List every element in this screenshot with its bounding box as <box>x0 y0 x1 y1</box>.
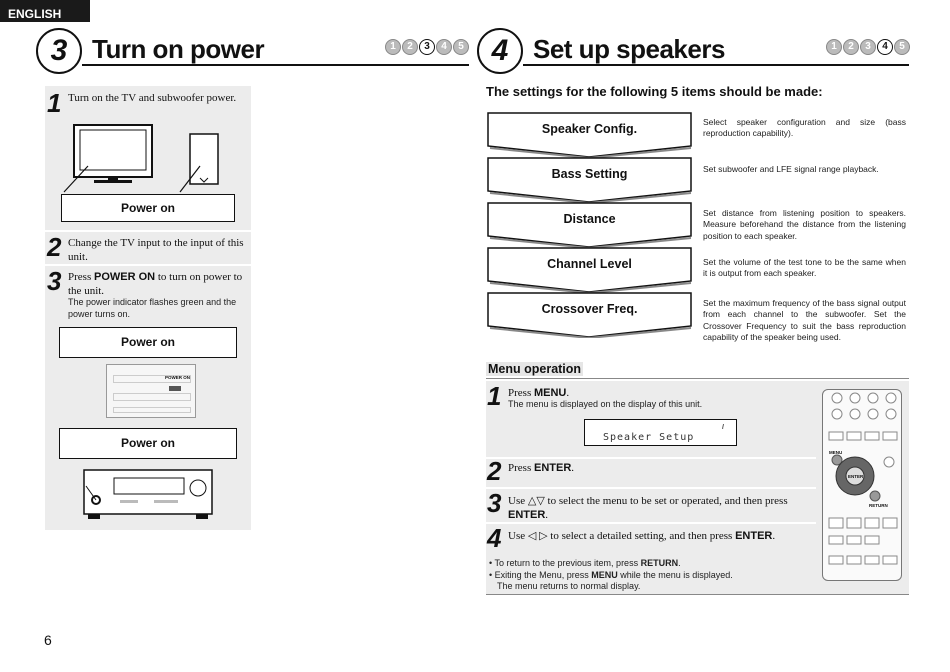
key-enter: ENTER <box>735 530 773 542</box>
section-title-set-up-speakers: Set up speakers <box>533 34 725 64</box>
note-return: • To return to the previous item, press RETURN. <box>489 558 681 568</box>
step-dot: 5 <box>453 39 469 55</box>
tv-subwoofer-illustration <box>60 122 240 194</box>
remote-return-label: RETURN <box>869 503 888 508</box>
setting-label: Channel Level <box>547 257 632 271</box>
step-dot-current: 4 <box>877 39 893 55</box>
remote-enter-label: ENTER <box>848 474 864 479</box>
power-on-label-3: Power on <box>59 428 237 459</box>
menu-step-4-text: Use ◁ ▷ to select a detailed setting, and then press ENTER. <box>508 530 776 542</box>
menu-step-3-text: Use △▽ to select the menu to be set or operated, and then press ENTER. <box>508 495 788 521</box>
step-dot: 2 <box>402 39 418 55</box>
step-dot: 3 <box>860 39 876 55</box>
step-number: 4 <box>487 523 502 553</box>
step-dot: 1 <box>385 39 401 55</box>
note-normal-display: The menu returns to normal display. <box>497 581 641 591</box>
step-3-subtext: The power indicator flashes green and the power turns on. <box>68 297 237 319</box>
remote-control-illustration <box>822 389 902 581</box>
display-text: Speaker Setup <box>603 432 695 443</box>
step-progress-left <box>385 39 469 55</box>
setting-desc-distance: Set distance from listening position to speakers. Measure beforehand the distance from the listening position to each speaker. <box>703 208 906 241</box>
setting-label: Distance <box>563 212 616 226</box>
step-number: 3 <box>487 488 502 518</box>
remote-menu-label: MENU <box>829 450 843 455</box>
front-panel-closeup <box>106 364 196 418</box>
display-cursor-icon: ι <box>722 421 724 431</box>
step-dot: 1 <box>826 39 842 55</box>
setting-desc-speaker-config: Select speaker configuration and size (bass reproduction capability). <box>703 117 906 139</box>
section-number-3: 3 <box>36 28 82 74</box>
menu-step-1-subtext: The menu is displayed on the display of this unit. <box>508 399 703 409</box>
title-rule <box>523 64 909 66</box>
step-dot: 4 <box>436 39 452 55</box>
display-screen <box>584 419 737 446</box>
key-enter: ENTER <box>508 509 546 521</box>
setting-desc-bass-setting: Set subwoofer and LFE signal range playback. <box>703 164 879 174</box>
setting-desc-channel-level: Set the volume of the test tone to be the same when it is output from each speaker. <box>703 257 906 279</box>
power-on-label-1: Power on <box>61 194 235 222</box>
title-rule <box>82 64 469 66</box>
setting-label: Crossover Freq. <box>541 302 638 316</box>
setting-label: Bass Setting <box>551 167 628 181</box>
step-number: 1 <box>47 88 62 118</box>
setting-label: Speaker Config. <box>541 122 638 136</box>
menu-step-1-text: Press MENU. <box>508 387 570 399</box>
key-power-on: POWER ON <box>93 271 156 283</box>
section-number-4: 4 <box>477 28 523 74</box>
step-number: 3 <box>47 266 62 296</box>
menu-step-2-text: Press ENTER. <box>508 462 575 474</box>
setting-item-speaker-config <box>487 112 692 158</box>
key-enter: ENTER <box>533 462 572 474</box>
step-3-text: Press POWER ON to turn on power to the unit. <box>68 271 243 297</box>
setting-item-distance <box>487 202 692 248</box>
step-1-text: Turn on the TV and subwoofer power. <box>68 92 237 104</box>
step-dot: 5 <box>894 39 910 55</box>
setting-item-channel-level <box>487 247 692 293</box>
menu-operation-heading: Menu operation <box>488 362 582 376</box>
setting-desc-crossover-freq: Set the maximum frequency of the bass signal output from each channel to the subwoofer. Set the Crossover Frequency to suit the bass reproduction capability of the speaker being used. <box>703 298 906 342</box>
key-menu: MENU <box>533 387 567 399</box>
step-number: 1 <box>487 381 502 411</box>
setting-item-bass-setting <box>487 157 692 203</box>
page-number: 6 <box>44 632 52 648</box>
settings-subtitle: The settings for the following 5 items should be made: <box>486 84 823 99</box>
step-number: 2 <box>47 232 62 262</box>
step-dot: 2 <box>843 39 859 55</box>
receiver-illustration <box>82 466 214 522</box>
step-number: 2 <box>487 456 502 486</box>
setting-item-crossover-freq <box>487 292 692 338</box>
step-dot-current: 3 <box>419 39 435 55</box>
power-on-label-2: Power on <box>59 327 237 358</box>
section-title-turn-on-power: Turn on power <box>92 34 265 64</box>
power-on-panel-button <box>169 386 181 391</box>
language-tab: ENGLISH <box>0 0 90 22</box>
note-exit-menu: • Exiting the Menu, press MENU while the menu is displayed. <box>489 570 733 580</box>
power-on-panel-label: POWER ON <box>165 375 191 380</box>
step-2-text: Change the TV input to the input of this unit. <box>68 237 244 263</box>
remote-buttons <box>823 390 903 582</box>
step-progress-right <box>826 39 910 55</box>
